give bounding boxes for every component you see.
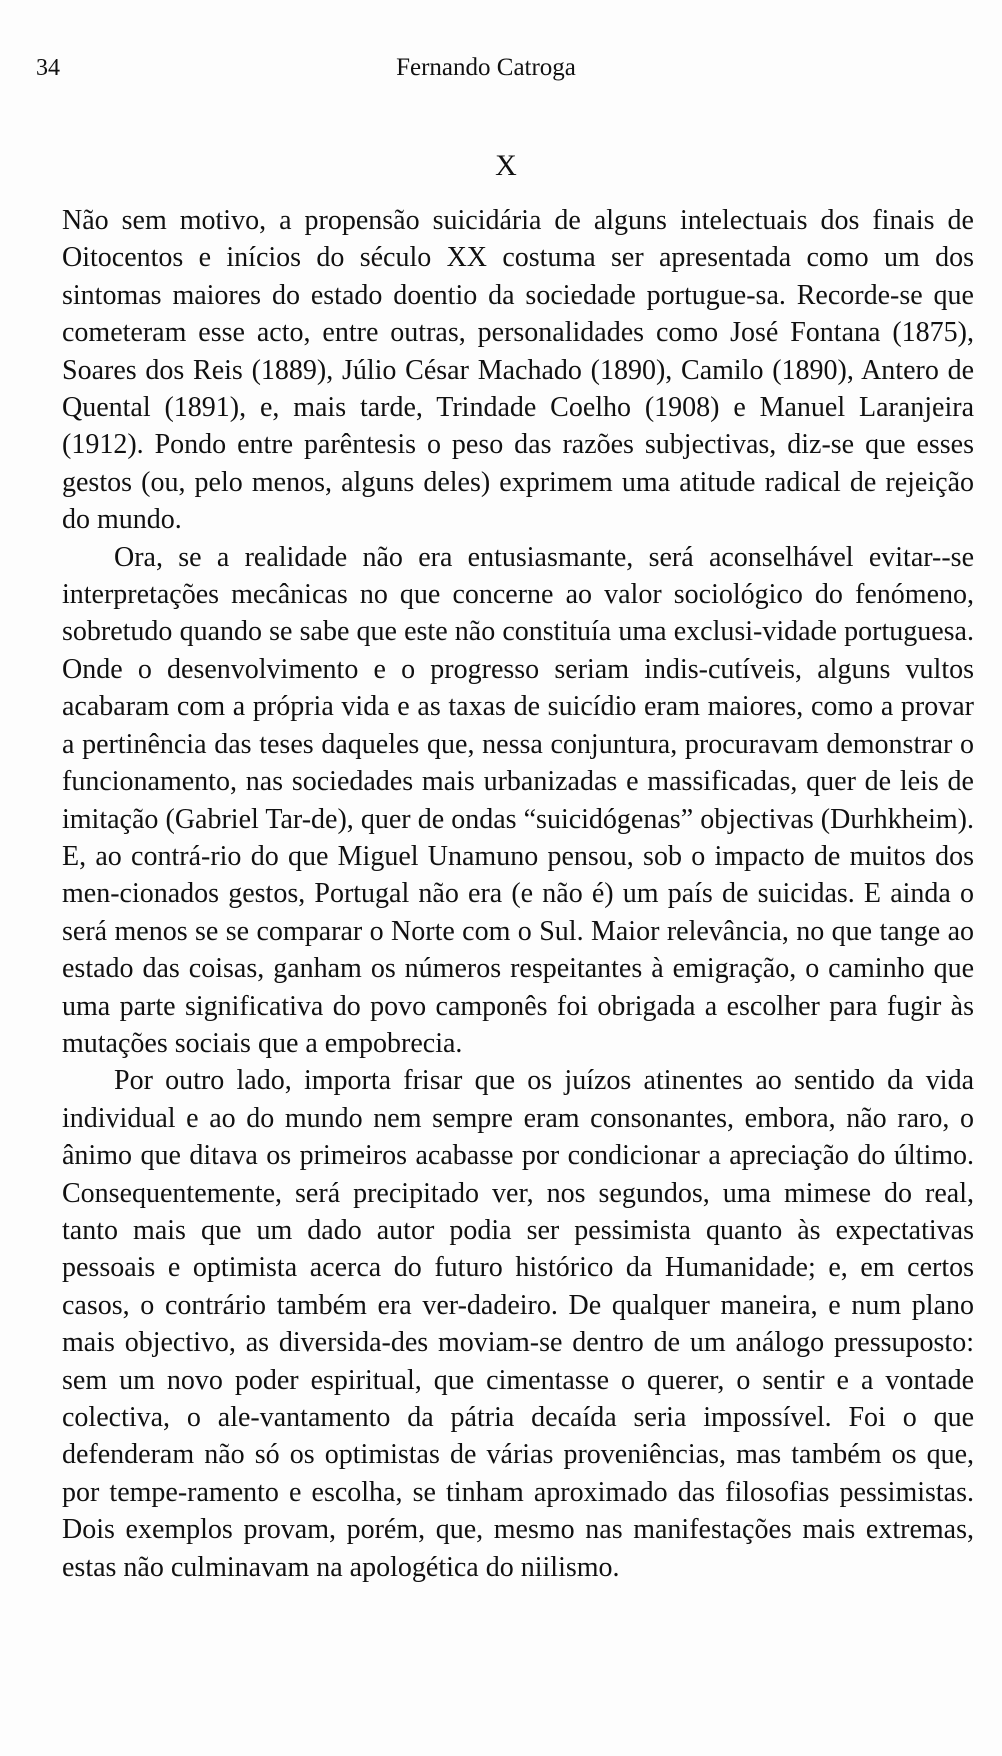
body-text [62, 202, 974, 1586]
paragraph: Ora, se a realidade não era entusiasmante, será aconselhável evitar--se interpretações mecânicas no que concerne ao valor sociológico do fenómeno, sobretudo quando se sabe que este não constituía uma exclusi-vidade portuguesa. Onde o desenvolvimento e o progresso seriam indis-cutíveis, alguns vultos acabaram com a própria vida e as taxas de suicídio eram maiores, como a provar a pertinência das teses daqueles que, nessa conjuntura, procuravam demonstrar o funcionamento, nas sociedades mais urbanizadas e massificadas, quer de leis de imitação (Gabriel Tar-de), quer de ondas “suicidógenas” objectivas (Durhkheim). E, ao contrá-rio do que Miguel Unamuno pensou, sob o impacto de muitos dos men-cionados gestos, Portugal não era (e não é) um país de suicidas. E ainda o será menos se se comparar o Norte com o Sul. Maior relevância, no que tange ao estado das coisas, ganham os números respeitantes à emigração, o caminho que uma parte significativa do povo camponês foi obrigada a escolher para fugir às mutações sociais que a empobrecia. [62, 541, 974, 1059]
paragraph: Por outro lado, importa frisar que os juízos atinentes ao sentido da vida individual e ao do mundo nem sempre eram consonantes, embora, não raro, o ânimo que ditava os primeiros acabasse por condicionar a apreciação do último. Consequentemente, será precipitado ver, nos segundos, uma mimese do real, tanto mais que um dado autor podia ser pessimista quanto às expectativas pessoais e optimista acerca do futuro histórico da Humanidade; e, em certos casos, o contrário também era ver-dadeiro. De qualquer maneira, e num plano mais objectivo, as diversida-des moviam-se dentro de um análogo pressuposto: sem um novo poder espiritual, que cimentasse o querer, o sentir e a vontade colectiva, o ale-vantamento da pátria decaída seria impossível. Foi o que defenderam não só os optimistas de várias proveniências, mas também os que, por tempe-ramento e escolha, se tinham aproximado das filosofias pessimistas. Dois exemplos provam, porém, que, mesmo nas manifestações mais extremas, estas não culminavam na apologética do niilismo. [62, 1065, 974, 1583]
page-number: 34 [36, 55, 60, 81]
section-heading: X [495, 149, 517, 182]
paragraph: Não sem motivo, a propensão suicidária de alguns intelectuais dos finais de Oitocentos e inícios do século XX costuma ser apresentada como um dos sintomas maiores do estado doentio da sociedade portugue-sa. Recorde-se que cometeram esse acto, entre outras, personalidades como José Fontana (1875), Soares dos Reis (1889), Júlio César Machado (1890), Camilo (1890), Antero de Quental (1891), e, mais tarde, Trindade Coelho (1908) e Manuel Laranjeira (1912). Pondo entre parêntesis o peso das razões subjectivas, diz-se que esses gestos (ou, pelo menos, alguns deles) exprimem uma atitude radical de rejeição do mundo. [62, 205, 974, 536]
page-header [36, 50, 936, 86]
running-head-author: Fernando Catroga [396, 54, 576, 81]
